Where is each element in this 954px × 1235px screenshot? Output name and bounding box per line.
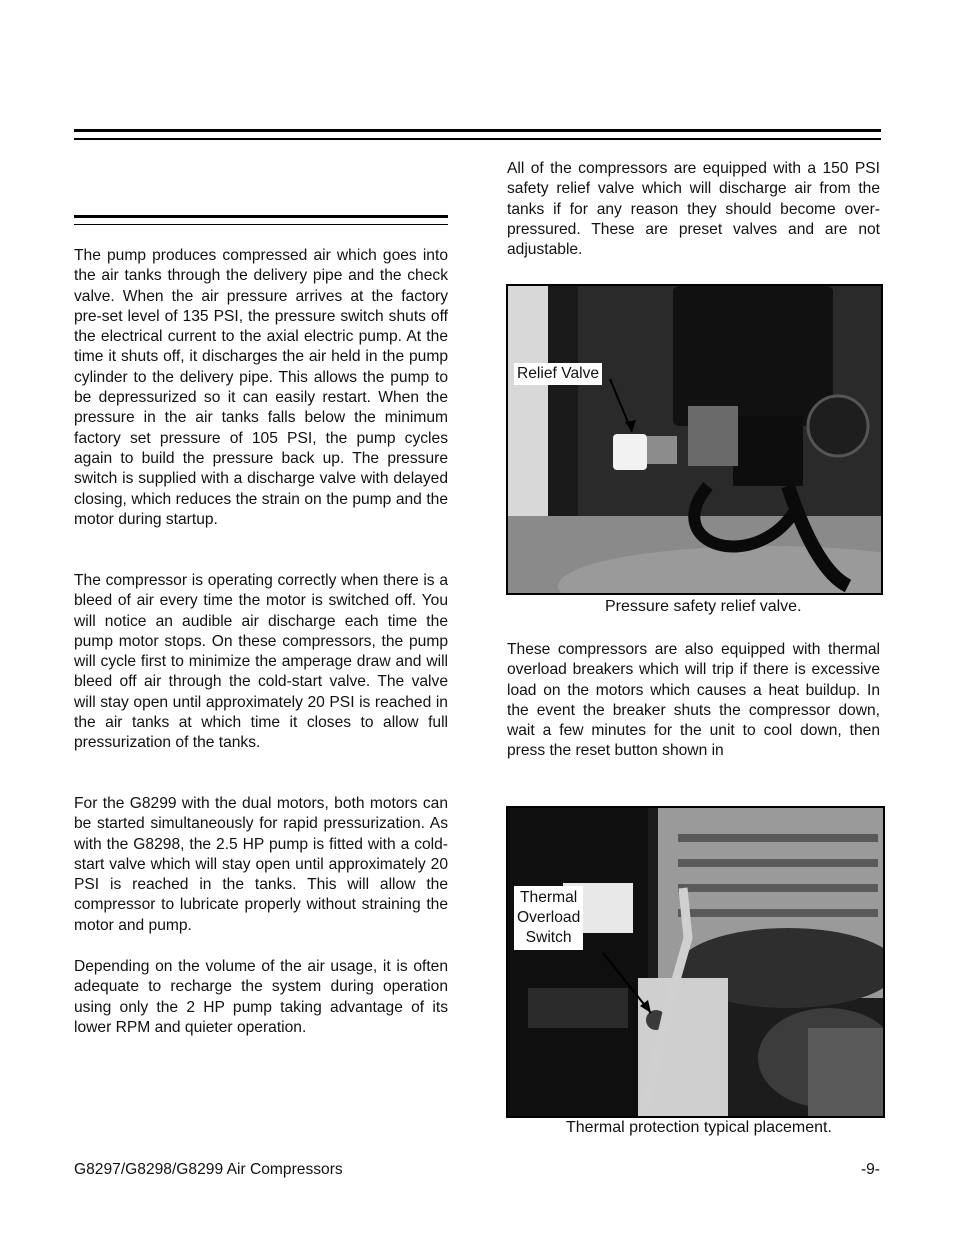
thermal-switch-label-line1: Thermal xyxy=(520,889,578,906)
thermal-switch-illustration xyxy=(508,808,883,1116)
relief-valve-label: Relief Valve xyxy=(514,363,602,385)
paragraph-relief-valve: All of the compressors are equipped with a 150 PSI safety relief valve which will discharge air from the tanks if for any reason they should become over-pressured. These are preset valves and are not adjustable. xyxy=(507,160,880,259)
page-number: -9- xyxy=(860,1161,880,1178)
section-rule xyxy=(74,215,448,218)
header-rule xyxy=(74,129,881,132)
relief-valve-illustration xyxy=(508,286,881,593)
section-rule-thin xyxy=(74,224,448,225)
paragraph-pump-operation: The pump produces compressed air which goes into the air tanks through the delivery pipe and the check valve. When the air pressure arrives at the factory pre-set level of 135 PSI, the pressure switch shuts off the electrical current to the axial electric pump. At the time it shuts off, it discharges the air held in the pump cylinder to the delivery pipe. This allows the pump to be depressurized so it can easily restart. When the pressure in the air tanks falls below the minimum factory set pressure of 105 PSI, the pump cycles again to build the pressure back up. The pressure switch is supplied with a discharge valve with delayed closing, which reduces the strain on the pump and the motor during startup. xyxy=(74,247,448,528)
thermal-protection-photo xyxy=(506,806,885,1118)
thermal-switch-label-line2: Overload xyxy=(517,909,581,926)
paragraph-dual-motors: For the G8299 with the dual motors, both motors can be started simultaneously for rapid pressurization. As with the G8298, the 2.5 HP pump is fitted with a cold-start valve which will stay open until approximately 20 PSI is reached in the tanks. This will allow the compressor to lubricate properly without straining the motor and pump. xyxy=(74,795,448,934)
paragraph-thermal-overload: These compressors are also equipped with thermal overload breakers which will trip if there is excessive load on the motors which causes a heat buildup. In the event the breaker shuts the compressor down, wait a few minutes for the unit to cool down, then press the reset button shown in xyxy=(507,641,880,760)
thermal-switch-label xyxy=(514,886,583,950)
thermal-switch-label-line3: Switch xyxy=(525,929,572,946)
footer-title: G8297/G8298/G8299 Air Compressors xyxy=(74,1161,343,1178)
relief-valve-caption: Pressure safety relief valve. xyxy=(605,598,802,615)
header-rule-thin xyxy=(74,138,881,140)
thermal-protection-caption: Thermal protection typical placement. xyxy=(566,1119,832,1136)
paragraph-air-bleed: The compressor is operating correctly when there is a bleed of air every time the motor is switched off. You will notice an audible air discharge each time the pump motor stops. On these compressors, the pump will cycle first to minimize the amperage draw and will bleed off air through the cold-start valve. The valve will stay open until approximately 20 PSI is reached in the air tanks at which time it closes to allow full pressurization of the tanks. xyxy=(74,572,448,752)
paragraph-air-usage: Depending on the volume of the air usage, it is often adequate to recharge the system during operation using only the 2 HP pump taking advantage of its lower RPM and quieter operation. xyxy=(74,958,448,1036)
relief-valve-photo xyxy=(506,284,883,595)
